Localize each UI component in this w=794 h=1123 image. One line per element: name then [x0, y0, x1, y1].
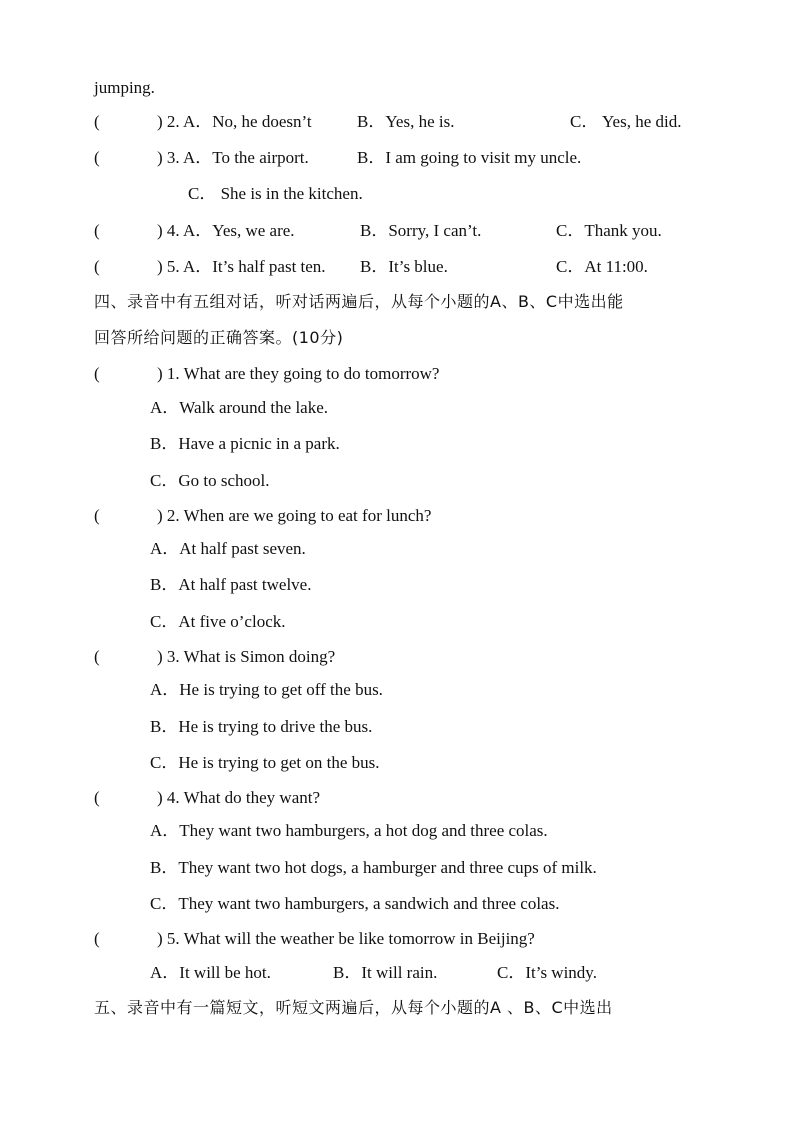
- p3-q5-option-a: ) 5. A．It’s half past ten.: [157, 257, 326, 276]
- p4-q3-text: ) 3. What is Simon doing?: [157, 647, 336, 666]
- p4-q4-option-b: B．They want two hot dogs, a hamburger and three cups of milk.: [150, 858, 597, 877]
- part4-heading-line1: 四、录音中有五组对话，听对话两遍后，从每个小题的A、B、C中选出能: [94, 292, 624, 311]
- answer-blank[interactable]: (: [94, 647, 100, 666]
- p3-q3-option-a: ) 3. A．To the airport.: [157, 148, 309, 167]
- answer-blank[interactable]: (: [94, 929, 100, 948]
- p4-q4-text: ) 4. What do they want?: [157, 788, 321, 807]
- answer-blank[interactable]: (: [94, 788, 100, 807]
- p4-question-3: [0, 647, 794, 667]
- answer-blank[interactable]: (: [94, 364, 100, 383]
- answer-blank[interactable]: (: [94, 257, 100, 276]
- p3-q5-option-c: C．At 11:00.: [556, 257, 648, 276]
- p3-q2-option-b: B．Yes, he is.: [357, 112, 455, 131]
- p3-q4-option-b: B．Sorry, I can’t.: [360, 221, 482, 240]
- p4-q1-text: ) 1. What are they going to do tomorrow?: [157, 364, 440, 383]
- p4-q2-text: ) 2. When are we going to eat for lunch?: [157, 506, 432, 525]
- part4-heading-line2: 回答所给问题的正确答案。(10分): [94, 328, 344, 347]
- p3-q3-option-b: B．I am going to visit my uncle.: [357, 148, 582, 167]
- p3-q4-option-a: ) 4. A．Yes, we are.: [157, 221, 295, 240]
- p3-q4-option-c: C．Thank you.: [556, 221, 662, 240]
- p4-q5-option-a: A．It will be hot.: [150, 963, 271, 982]
- p3-q5-option-b: B．It’s blue.: [360, 257, 448, 276]
- p4-q3-option-b: B．He is trying to drive the bus.: [150, 717, 373, 736]
- answer-blank[interactable]: (: [94, 112, 100, 131]
- p4-q3-option-a: A．He is trying to get off the bus.: [150, 680, 383, 699]
- p4-q5-option-c: C．It’s windy.: [497, 963, 597, 982]
- p4-question-4: [0, 788, 794, 808]
- p4-q5-options: [0, 963, 794, 983]
- p3-question-5: [0, 257, 794, 277]
- p4-q4-option-a: A．They want two hamburgers, a hot dog and three colas.: [150, 821, 548, 840]
- p4-q5-text: ) 5. What will the weather be like tomorrow in Beijing?: [157, 929, 535, 948]
- continuation-text: jumping.: [94, 78, 155, 97]
- p4-question-1: [0, 364, 794, 384]
- answer-blank[interactable]: (: [94, 221, 100, 240]
- p4-q1-option-b: B．Have a picnic in a park.: [150, 434, 340, 453]
- p4-q5-option-b: B．It will rain.: [333, 963, 438, 982]
- p4-q1-option-c: C．Go to school.: [150, 471, 270, 490]
- p3-question-2: [0, 112, 794, 132]
- answer-blank[interactable]: (: [94, 148, 100, 167]
- p4-q3-option-c: C．He is trying to get on the bus.: [150, 753, 380, 772]
- p4-q2-option-c: C．At five o’clock.: [150, 612, 286, 631]
- p3-q2-option-a: ) 2. A．No, he doesn’t: [157, 112, 312, 131]
- p4-q1-option-a: A．Walk around the lake.: [150, 398, 329, 417]
- p4-question-5: [0, 929, 794, 949]
- p3-q3-option-c: C． She is in the kitchen.: [188, 184, 363, 203]
- p4-question-2: [0, 506, 794, 526]
- p3-q2-option-c: C． Yes, he did.: [570, 112, 682, 131]
- p3-question-4: [0, 221, 794, 241]
- p4-q2-option-b: B．At half past twelve.: [150, 575, 312, 594]
- p3-question-3: [0, 148, 794, 168]
- answer-blank[interactable]: (: [94, 506, 100, 525]
- part5-heading-line1: 五、录音中有一篇短文，听短文两遍后，从每个小题的A 、B、C中选出: [94, 998, 613, 1017]
- p4-q2-option-a: A．At half past seven.: [150, 539, 306, 558]
- p4-q4-option-c: C．They want two hamburgers, a sandwich and three colas.: [150, 894, 560, 913]
